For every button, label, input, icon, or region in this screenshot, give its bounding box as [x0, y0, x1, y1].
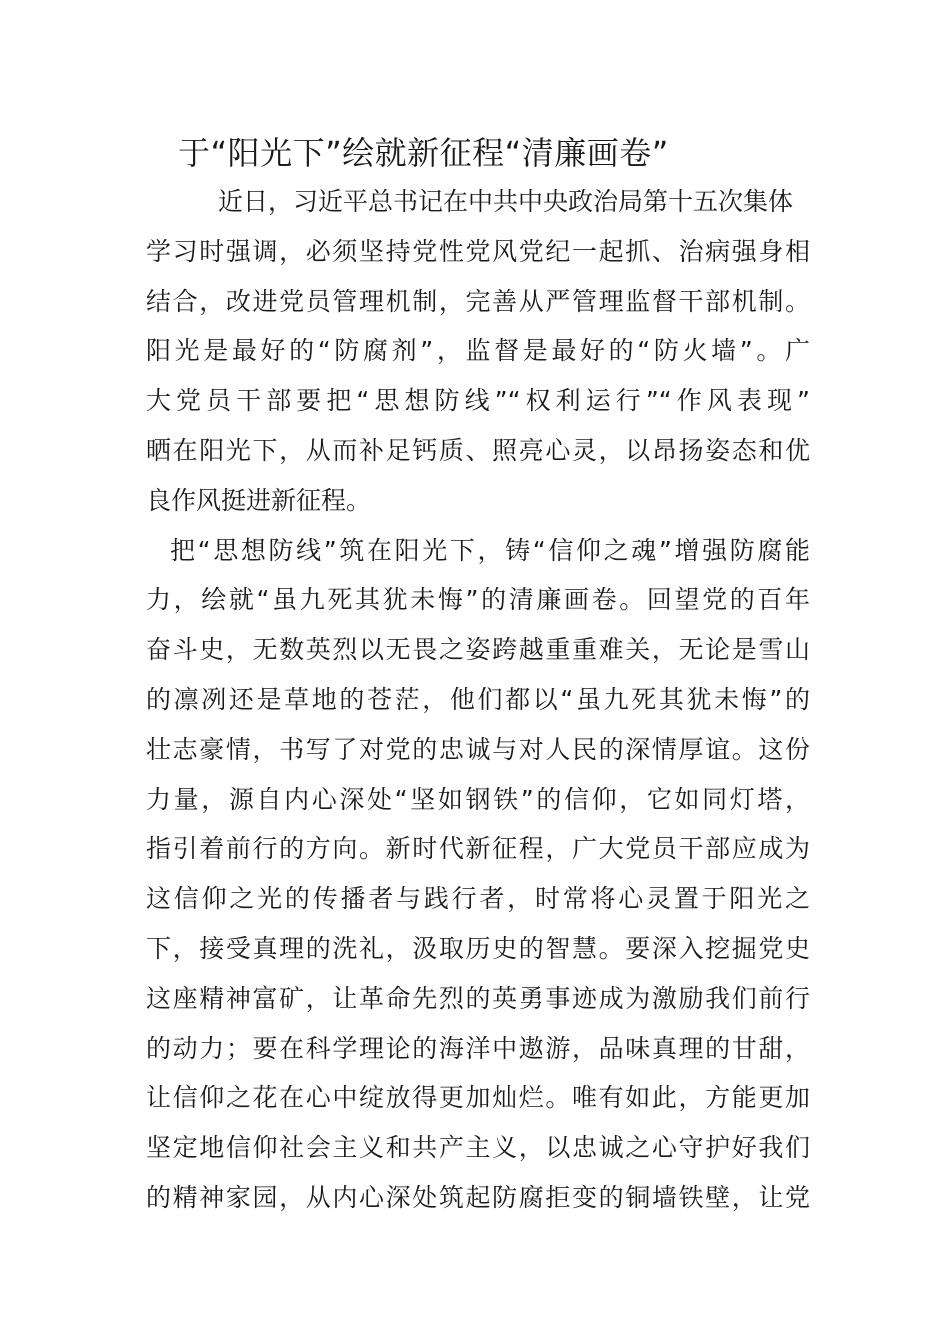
- paragraph-1-line-5: 大党员干部要把“思想防线”“权利运行”“作风表现”: [146, 386, 810, 416]
- paragraph-2-line-3: 奋斗史，无数英烈以无畏之姿跨越重重难关，无论是雪山: [146, 635, 810, 665]
- paragraph-2-line-6: 力量，源自内心深处“坚如钢铁”的信仰，它如同灯塔，: [146, 784, 810, 814]
- paragraph-2-line-7: 指引着前行的方向。新时代新征程，广大党员干部应成为: [146, 834, 810, 864]
- paragraph-2-line-2: 力，绘就“虽九死其犹未悔”的清廉画卷。回望党的百年: [146, 585, 810, 615]
- paragraph-1-line-4: 阳光是最好的“防腐剂”，监督是最好的“防火墙”。广: [146, 336, 810, 366]
- paragraph-1-line-6: 晒在阳光下，从而补足钙质、照亮心灵，以昂扬姿态和优: [146, 435, 810, 465]
- paragraph-1-line-2: 学习时强调，必须坚持党性党风党纪一起抓、治病强身相: [146, 236, 810, 266]
- paragraph-2-line-1: 把“思想防线”筑在阳光下，铸“信仰之魂”增强防腐能: [170, 535, 810, 565]
- paragraph-1-line-1: 近日，习近平总书记在中共中央政治局第十五次集体: [218, 187, 794, 216]
- paragraph-2-line-8: 这信仰之光的传播者与践行者，时常将心灵置于阳光之: [146, 884, 810, 914]
- paragraph-2-line-11: 的动力；要在科学理论的海洋中遨游，品味真理的甘甜，: [146, 1033, 810, 1063]
- paragraph-1-line-7: 良作风挺进新征程。: [146, 485, 372, 515]
- paragraph-1-line-3: 结合，改进党员管理机制，完善从严管理监督干部机制。: [146, 286, 810, 316]
- paragraph-2-line-5: 壮志豪情，书写了对党的忠诚与对人民的深情厚谊。这份: [146, 734, 810, 764]
- document-title: 于“阳光下”绘就新征程“清廉画卷”: [178, 134, 669, 172]
- paragraph-2-line-13: 坚定地信仰社会主义和共产主义，以忠诚之心守护好我们: [146, 1133, 810, 1163]
- paragraph-2-line-10: 这座精神富矿，让革命先烈的英勇事迹成为激励我们前行: [146, 983, 810, 1013]
- document-body: [146, 177, 810, 1223]
- paragraph-2-line-12: 让信仰之花在心中绽放得更加灿烂。唯有如此，方能更加: [146, 1083, 810, 1113]
- paragraph-2-line-4: 的凛冽还是草地的苍茫，他们都以“虽九死其犹未悔”的: [146, 684, 810, 714]
- paragraph-2-line-14: 的精神家园，从内心深处筑起防腐拒变的铜墙铁壁，让党: [146, 1182, 810, 1212]
- paragraph-2-line-9: 下，接受真理的洗礼，汲取历史的智慧。要深入挖掘党史: [146, 933, 810, 963]
